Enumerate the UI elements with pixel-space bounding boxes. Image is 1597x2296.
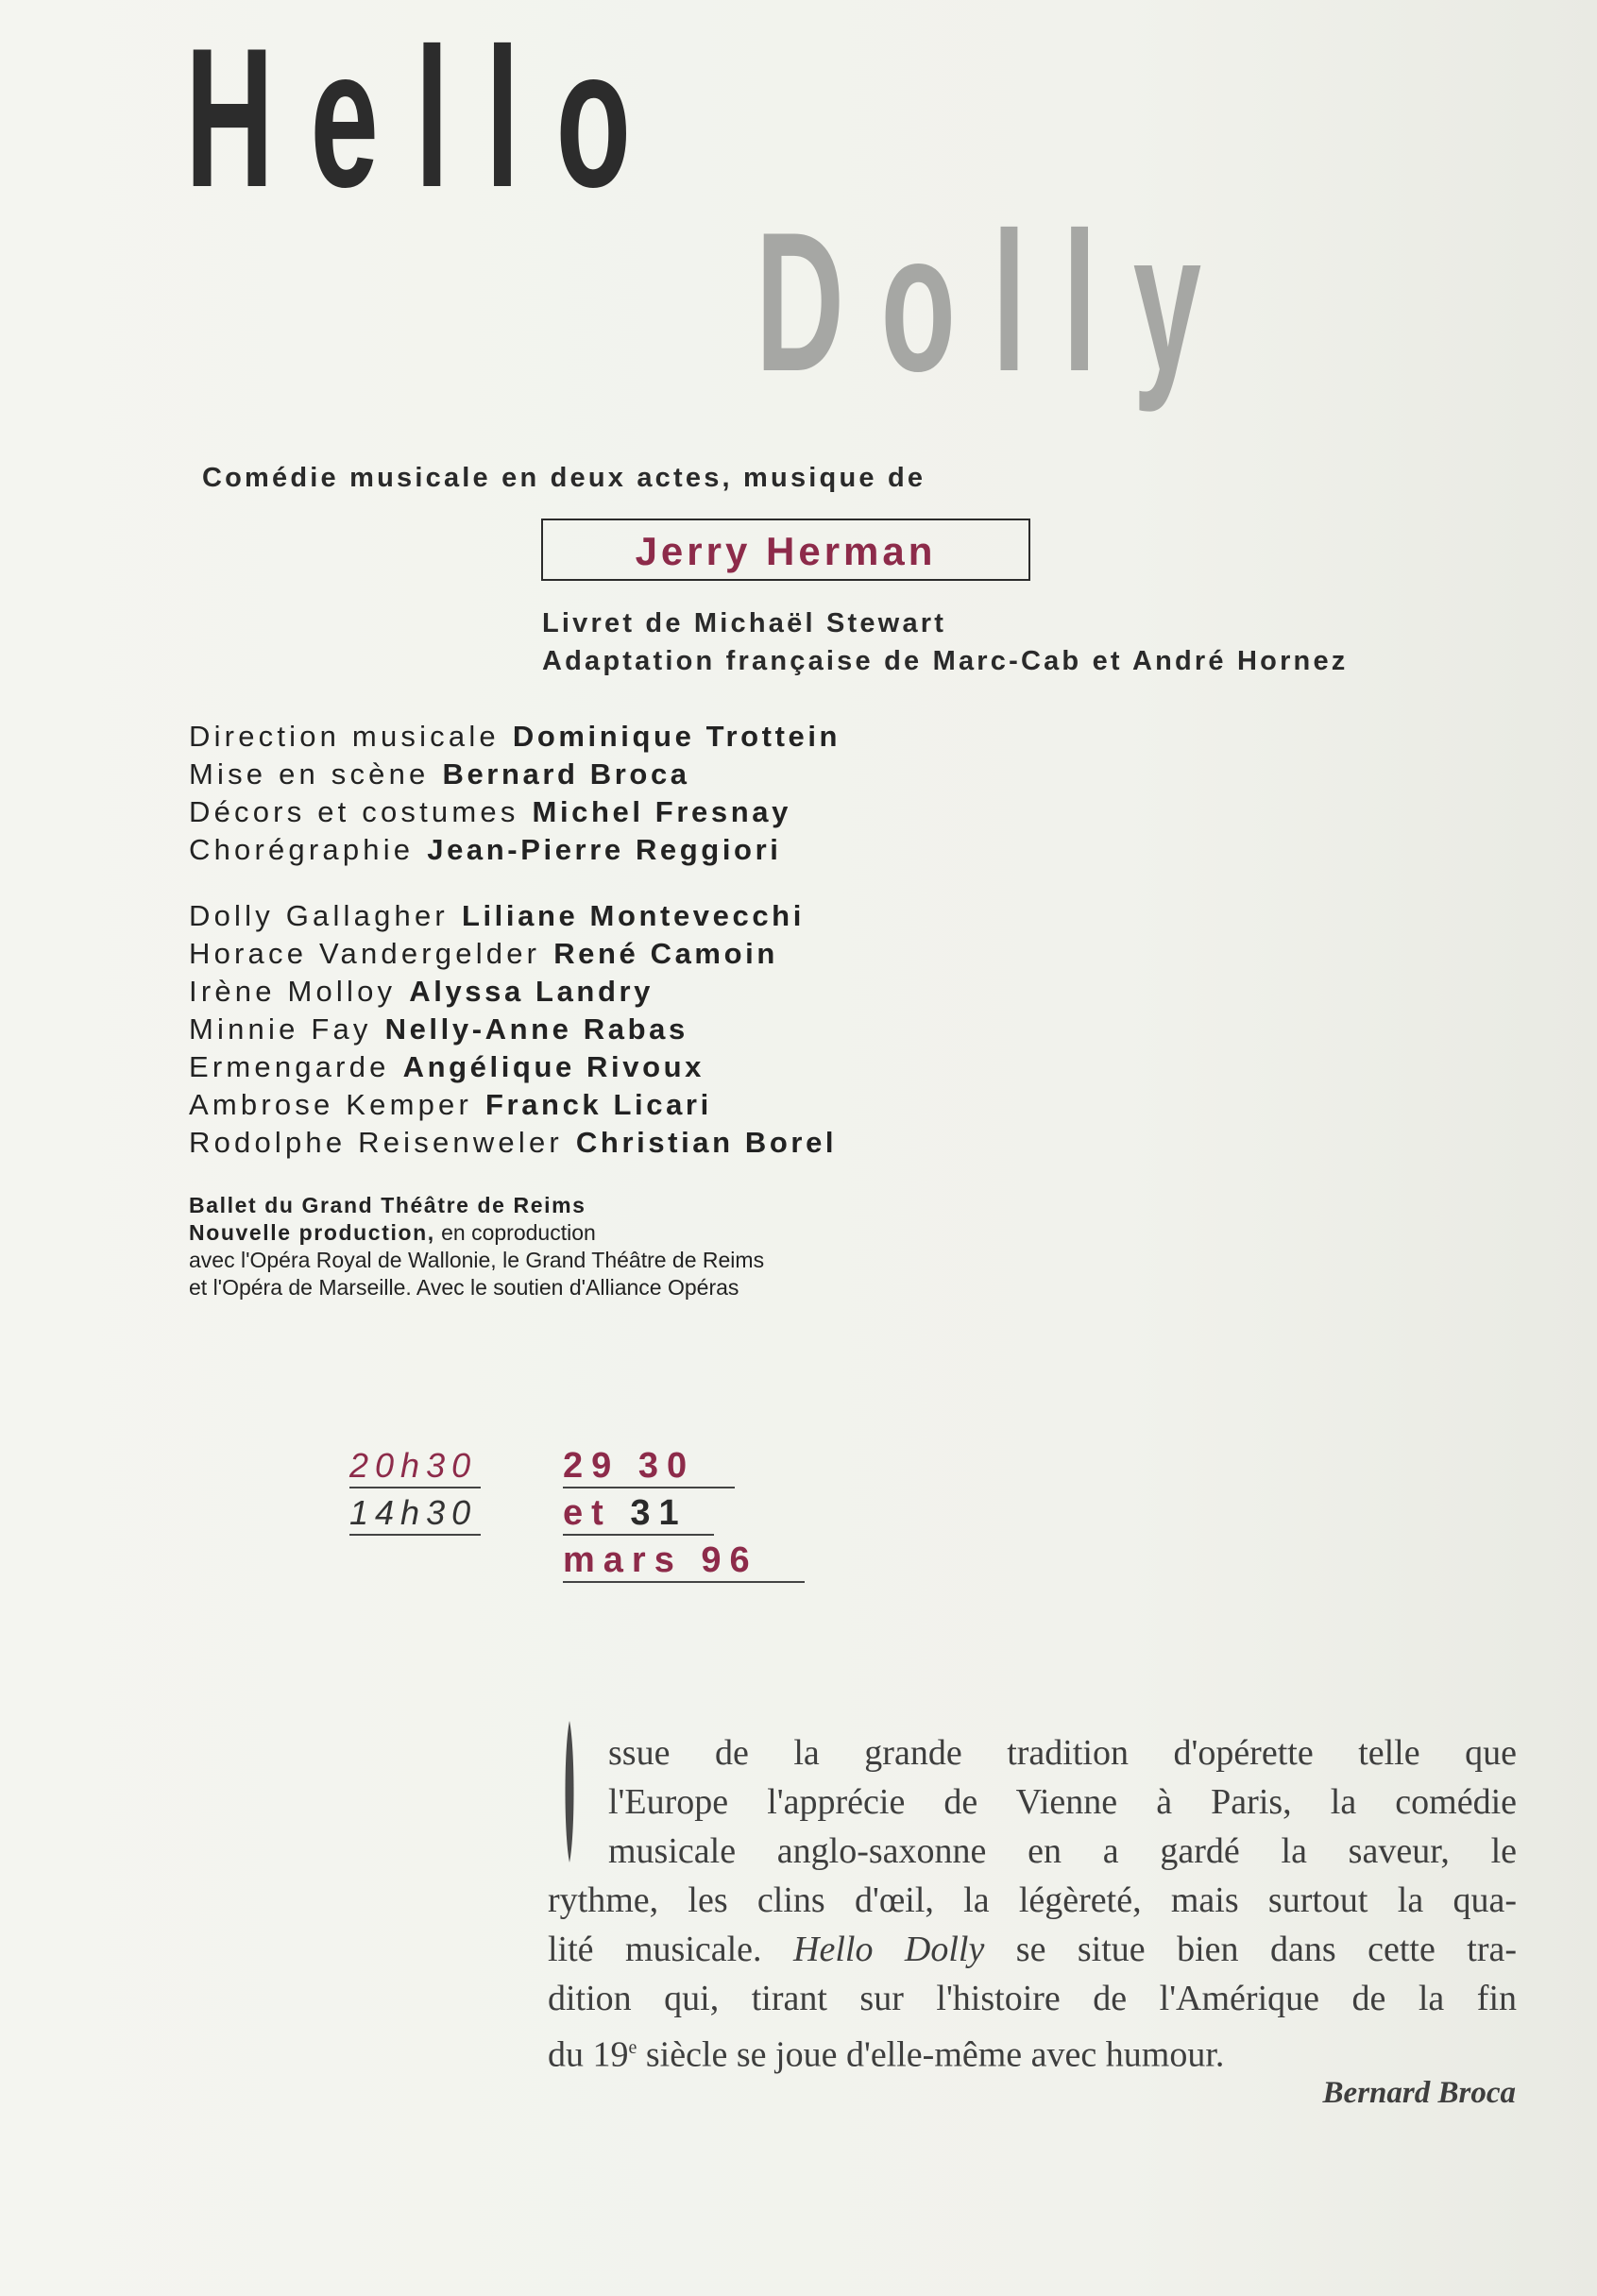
subtitle: Comédie musicale en deux actes, musique de [202, 463, 926, 493]
performance-time: 14h30 [349, 1492, 481, 1536]
performance-time: 20h30 [349, 1445, 481, 1488]
cast-list [189, 897, 837, 1162]
title-hello: Hello [185, 7, 668, 229]
production-label: Nouvelle production, [189, 1220, 435, 1245]
essay-fragment: lité musicale. [548, 1930, 794, 1969]
cast-row [189, 1011, 837, 1048]
production-text: et l'Opéra de Marseille. Avec le soutien d'Alliance Opéras [189, 1275, 739, 1300]
cast-name: Liliane Montevecchi [461, 899, 805, 932]
performance-dates: 29 30 [563, 1445, 735, 1488]
credit-role: Mise en scène [189, 757, 430, 791]
cast-name: Franck Licari [485, 1088, 712, 1121]
cast-role: Rodolphe Reisenweler [189, 1126, 563, 1159]
composer-box [541, 519, 1030, 581]
essay-line: rythme, les clins d'œil, la légèreté, mais surtout la qua- [548, 1880, 1517, 1920]
cast-name: Nelly-Anne Rabas [384, 1012, 688, 1046]
essay-line [548, 2023, 1517, 2080]
essay-line [548, 1925, 1517, 1974]
credit-name: Jean-Pierre Reggiori [427, 833, 782, 866]
credit-row [189, 756, 841, 793]
cast-role: Irène Molloy [189, 975, 397, 1008]
cast-name: René Camoin [553, 937, 778, 970]
credit-name: Dominique Trottein [512, 720, 841, 753]
credit-role: Direction musicale [189, 720, 500, 753]
cast-row [189, 897, 837, 935]
book-credits [542, 604, 1349, 680]
title-dolly: Dolly [756, 191, 1238, 413]
book-line: Livret de Michaël Stewart [542, 608, 947, 638]
production-text: avec l'Opéra Royal de Wallonie, le Grand Théâtre de Reims [189, 1248, 765, 1272]
essay-line: dition qui, tirant sur l'histoire de l'Amérique de la fin [548, 1979, 1517, 2018]
dates-conjunction: et [563, 1493, 631, 1533]
credit-role: Décors et costumes [189, 795, 519, 828]
credit-name: Bernard Broca [442, 757, 690, 791]
performance-month: mars 96 [563, 1539, 805, 1583]
production-note [189, 1219, 764, 1301]
cast-role: Dolly Gallagher [189, 899, 449, 932]
essay-title-italic: Hello Dolly [793, 1930, 985, 1969]
credit-row [189, 831, 841, 869]
dates-day: 31 [630, 1493, 688, 1533]
production-credits [189, 718, 841, 869]
cast-role: Horace Vandergelder [189, 937, 541, 970]
composer-name: Jerry Herman [635, 529, 937, 573]
cast-name: Christian Borel [575, 1126, 838, 1159]
credit-row [189, 793, 841, 831]
cast-name: Alyssa Landry [409, 975, 654, 1008]
cast-role: Ambrose Kemper [189, 1088, 473, 1121]
production-text: en coproduction [434, 1220, 596, 1245]
essay-text [548, 1728, 1517, 2080]
essay-fragment: se situe bien dans cette tra- [984, 1930, 1517, 1969]
cast-row [189, 1086, 837, 1124]
essay-line: l'Europe l'apprécie de Vienne à Paris, la comédie [608, 1782, 1517, 1822]
essay-line: ssue de la grande tradition d'opérette telle que [608, 1733, 1517, 1773]
essay-superscript: e [628, 2037, 637, 2058]
credit-name: Michel Fresnay [532, 795, 791, 828]
cast-role: Ermengarde [189, 1050, 390, 1083]
cast-row [189, 973, 837, 1011]
adaptation-line: Adaptation française de Marc-Cab et André Hornez [542, 646, 1349, 676]
cast-row [189, 1048, 837, 1086]
essay-signature: Bernard Broca [1322, 2076, 1516, 2110]
cast-name: Angélique Rivoux [402, 1050, 705, 1083]
essay-fragment: siècle se joue d'elle-même avec humour. [637, 2034, 1225, 2075]
essay-fragment: du 19 [548, 2034, 629, 2075]
cast-row [189, 1124, 837, 1162]
ballet-credit: Ballet du Grand Théâtre de Reims [189, 1193, 586, 1217]
cast-role: Minnie Fay [189, 1012, 372, 1046]
credit-role: Chorégraphie [189, 833, 415, 866]
essay-line: musicale anglo-saxonne en a gardé la saveur, le [608, 1831, 1517, 1871]
credit-row [189, 718, 841, 756]
performance-dates [563, 1492, 714, 1536]
cast-row [189, 935, 837, 973]
